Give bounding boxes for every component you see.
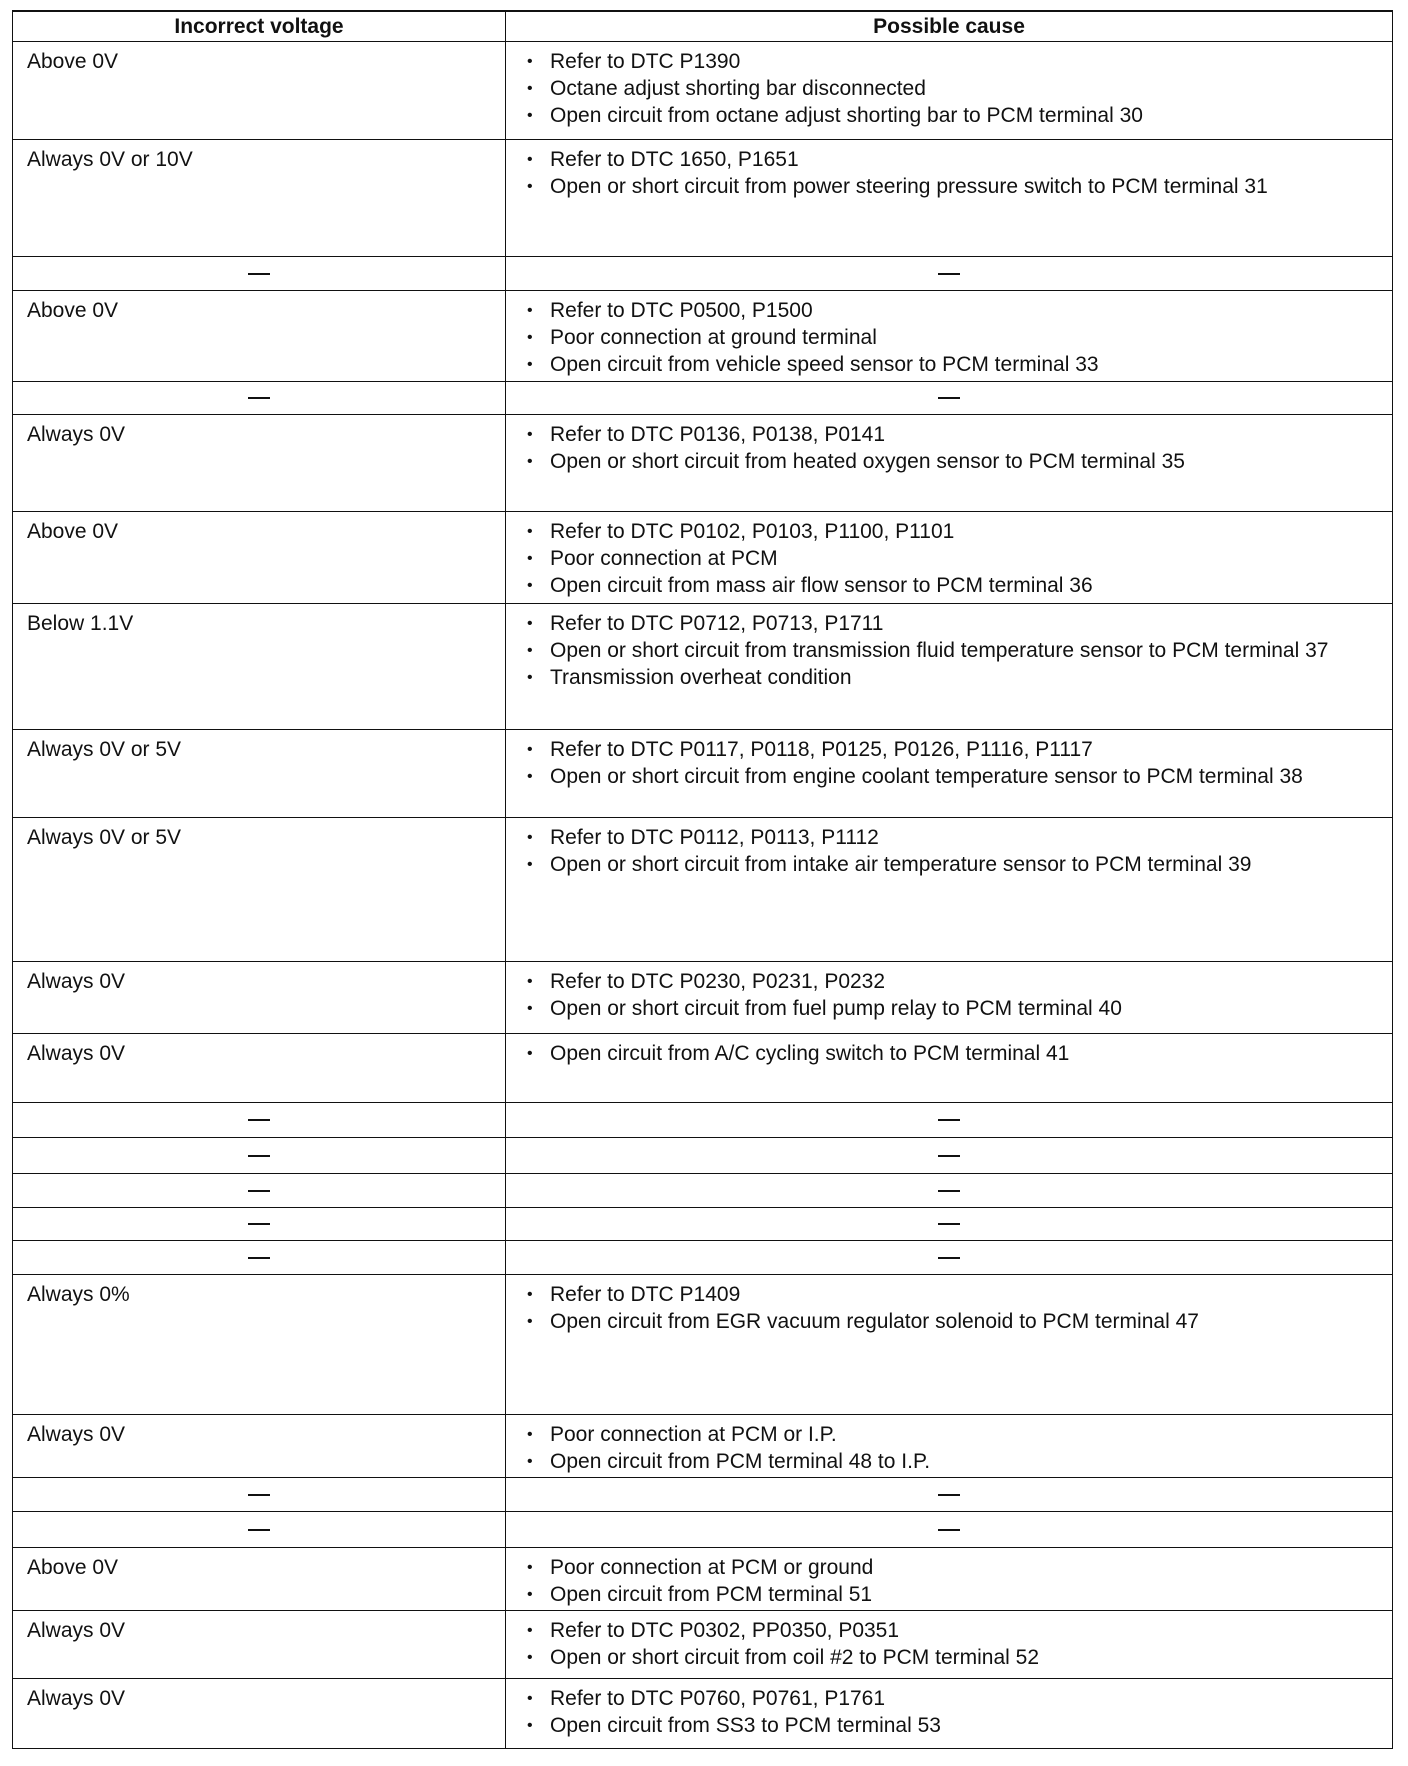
table-row xyxy=(13,603,1393,729)
cause-item: • Refer to DTC P0112, P0113, P1112 xyxy=(518,824,1388,851)
cause-list xyxy=(518,421,1388,475)
cause-item: • Poor connection at PCM or I.P. xyxy=(518,1421,1388,1448)
cause-list xyxy=(518,1421,1388,1475)
table-row xyxy=(13,1033,1393,1102)
possible-cause-cell xyxy=(506,511,1393,603)
cause-item: • Open circuit from vehicle speed sensor to PCM terminal 33 xyxy=(518,351,1388,378)
not-applicable-dash xyxy=(938,1190,960,1192)
incorrect-voltage-cell xyxy=(13,1240,506,1274)
not-applicable-dash xyxy=(938,1223,960,1225)
voltage-value: Below 1.1V xyxy=(27,611,134,635)
voltage-value: Always 0V xyxy=(27,969,126,993)
possible-cause-cell xyxy=(506,1102,1393,1137)
incorrect-voltage-cell xyxy=(13,603,506,729)
voltage-value: Above 0V xyxy=(27,298,119,322)
header-possible-cause: Possible cause xyxy=(506,11,1393,41)
cause-item: • Open or short circuit from engine coolant temperature sensor to PCM terminal 38 xyxy=(518,763,1388,790)
cause-item: • Open or short circuit from coil #2 to PCM terminal 52 xyxy=(518,1644,1388,1671)
incorrect-voltage-cell xyxy=(13,817,506,961)
not-applicable-dash xyxy=(248,1223,270,1225)
cause-item: • Open circuit from SS3 to PCM terminal 53 xyxy=(518,1712,1388,1739)
voltage-value: Always 0V or 5V xyxy=(27,825,182,849)
not-applicable-dash xyxy=(938,1529,960,1531)
possible-cause-cell xyxy=(506,1173,1393,1207)
incorrect-voltage-cell xyxy=(13,961,506,1033)
cause-item: • Open circuit from A/C cycling switch to PCM terminal 41 xyxy=(518,1040,1388,1067)
not-applicable-dash xyxy=(248,1155,270,1157)
table-row xyxy=(13,414,1393,511)
not-applicable-dash xyxy=(248,273,270,275)
cause-item: • Refer to DTC P0230, P0231, P0232 xyxy=(518,968,1388,995)
incorrect-voltage-cell xyxy=(13,1102,506,1137)
table-row xyxy=(13,961,1393,1033)
incorrect-voltage-cell xyxy=(13,1173,506,1207)
cause-list xyxy=(518,610,1388,691)
voltage-value: Always 0V xyxy=(27,1422,126,1446)
not-applicable-dash xyxy=(938,1155,960,1157)
cause-list xyxy=(518,1685,1388,1739)
table-row xyxy=(13,41,1393,139)
voltage-value: Above 0V xyxy=(27,49,119,73)
possible-cause-cell xyxy=(506,1477,1393,1511)
cause-item: • Open or short circuit from intake air temperature sensor to PCM terminal 39 xyxy=(518,851,1388,878)
cause-item: • Refer to DTC P0712, P0713, P1711 xyxy=(518,610,1388,637)
possible-cause-cell xyxy=(506,1511,1393,1547)
incorrect-voltage-cell xyxy=(13,381,506,414)
possible-cause-cell xyxy=(506,1547,1393,1610)
cause-list xyxy=(518,297,1388,378)
incorrect-voltage-cell xyxy=(13,290,506,381)
incorrect-voltage-cell xyxy=(13,1033,506,1102)
cause-item: • Open circuit from mass air flow sensor to PCM terminal 36 xyxy=(518,572,1388,599)
possible-cause-cell xyxy=(506,1414,1393,1477)
possible-cause-cell xyxy=(506,1137,1393,1173)
cause-item: • Transmission overheat condition xyxy=(518,664,1388,691)
cause-list xyxy=(518,48,1388,129)
cause-list xyxy=(518,518,1388,599)
possible-cause-cell xyxy=(506,256,1393,290)
table-row xyxy=(13,381,1393,414)
cause-item: • Refer to DTC 1650, P1651 xyxy=(518,146,1388,173)
possible-cause-cell xyxy=(506,729,1393,817)
possible-cause-cell xyxy=(506,414,1393,511)
cause-item: • Octane adjust shorting bar disconnected xyxy=(518,75,1388,102)
voltage-value: Always 0V xyxy=(27,1618,126,1642)
cause-list xyxy=(518,824,1388,878)
table-row xyxy=(13,1240,1393,1274)
cause-list xyxy=(518,968,1388,1022)
possible-cause-cell xyxy=(506,1033,1393,1102)
cause-item: • Refer to DTC P1409 xyxy=(518,1281,1388,1308)
incorrect-voltage-cell xyxy=(13,511,506,603)
voltage-value: Always 0V xyxy=(27,1686,126,1710)
incorrect-voltage-cell xyxy=(13,414,506,511)
table-row xyxy=(13,1547,1393,1610)
not-applicable-dash xyxy=(248,1190,270,1192)
table-row xyxy=(13,1274,1393,1414)
cause-item: • Poor connection at ground terminal xyxy=(518,324,1388,351)
possible-cause-cell xyxy=(506,1610,1393,1678)
incorrect-voltage-cell xyxy=(13,1678,506,1748)
cause-item: • Open circuit from EGR vacuum regulator solenoid to PCM terminal 47 xyxy=(518,1308,1388,1335)
table-row xyxy=(13,511,1393,603)
table-row xyxy=(13,1102,1393,1137)
incorrect-voltage-cell xyxy=(13,41,506,139)
voltage-value: Always 0V or 5V xyxy=(27,737,182,761)
voltage-value: Always 0V xyxy=(27,422,126,446)
cause-item: • Refer to DTC P0760, P0761, P1761 xyxy=(518,1685,1388,1712)
table-row xyxy=(13,817,1393,961)
not-applicable-dash xyxy=(248,1119,270,1121)
table-row xyxy=(13,1511,1393,1547)
cause-item: • Open or short circuit from heated oxygen sensor to PCM terminal 35 xyxy=(518,448,1388,475)
incorrect-voltage-cell xyxy=(13,1137,506,1173)
cause-item: • Refer to DTC P0117, P0118, P0125, P0126, P1116, P1117 xyxy=(518,736,1388,763)
incorrect-voltage-cell xyxy=(13,256,506,290)
table-row xyxy=(13,1414,1393,1477)
possible-cause-cell xyxy=(506,139,1393,256)
table-header-row xyxy=(13,11,1393,41)
not-applicable-dash xyxy=(938,1257,960,1259)
cause-list xyxy=(518,1281,1388,1335)
possible-cause-cell xyxy=(506,381,1393,414)
header-incorrect-voltage: Incorrect voltage xyxy=(13,11,506,41)
cause-item: • Refer to DTC P0500, P1500 xyxy=(518,297,1388,324)
incorrect-voltage-cell xyxy=(13,1477,506,1511)
possible-cause-cell xyxy=(506,41,1393,139)
cause-item: • Open circuit from octane adjust shorting bar to PCM terminal 30 xyxy=(518,102,1388,129)
not-applicable-dash xyxy=(248,397,270,399)
incorrect-voltage-cell xyxy=(13,1207,506,1240)
not-applicable-dash xyxy=(938,1494,960,1496)
not-applicable-dash xyxy=(248,1257,270,1259)
table-row xyxy=(13,1678,1393,1748)
cause-list xyxy=(518,1554,1388,1608)
table-row xyxy=(13,1173,1393,1207)
table-row xyxy=(13,1610,1393,1678)
voltage-value: Above 0V xyxy=(27,1555,119,1579)
not-applicable-dash xyxy=(938,397,960,399)
incorrect-voltage-cell xyxy=(13,1414,506,1477)
table-row xyxy=(13,1477,1393,1511)
table-row xyxy=(13,139,1393,256)
possible-cause-cell xyxy=(506,1678,1393,1748)
cause-item: • Open or short circuit from power steering pressure switch to PCM terminal 31 xyxy=(518,173,1388,200)
incorrect-voltage-cell xyxy=(13,1511,506,1547)
not-applicable-dash xyxy=(938,273,960,275)
table-row xyxy=(13,290,1393,381)
table-row xyxy=(13,729,1393,817)
incorrect-voltage-cell xyxy=(13,729,506,817)
incorrect-voltage-cell xyxy=(13,1610,506,1678)
table-row xyxy=(13,1207,1393,1240)
voltage-value: Above 0V xyxy=(27,519,119,543)
incorrect-voltage-cell xyxy=(13,1274,506,1414)
cause-item: • Refer to DTC P0136, P0138, P0141 xyxy=(518,421,1388,448)
possible-cause-cell xyxy=(506,961,1393,1033)
cause-list xyxy=(518,1617,1388,1671)
possible-cause-cell xyxy=(506,1240,1393,1274)
voltage-value: Always 0V xyxy=(27,1041,126,1065)
table-row xyxy=(13,1137,1393,1173)
not-applicable-dash xyxy=(938,1119,960,1121)
cause-list xyxy=(518,1040,1388,1067)
cause-item: • Poor connection at PCM or ground xyxy=(518,1554,1388,1581)
possible-cause-cell xyxy=(506,1274,1393,1414)
voltage-cause-table xyxy=(12,10,1393,1749)
cause-item: • Poor connection at PCM xyxy=(518,545,1388,572)
cause-item: • Open or short circuit from transmission fluid temperature sensor to PCM terminal 37 xyxy=(518,637,1388,664)
cause-item: • Open circuit from PCM terminal 48 to I.P. xyxy=(518,1448,1388,1475)
possible-cause-cell xyxy=(506,603,1393,729)
not-applicable-dash xyxy=(248,1494,270,1496)
possible-cause-cell xyxy=(506,290,1393,381)
table-row xyxy=(13,256,1393,290)
cause-item: • Refer to DTC P0102, P0103, P1100, P1101 xyxy=(518,518,1388,545)
incorrect-voltage-cell xyxy=(13,139,506,256)
voltage-value: Always 0V or 10V xyxy=(27,147,193,171)
not-applicable-dash xyxy=(248,1529,270,1531)
possible-cause-cell xyxy=(506,1207,1393,1240)
cause-list xyxy=(518,736,1388,790)
cause-item: • Refer to DTC P1390 xyxy=(518,48,1388,75)
cause-list xyxy=(518,146,1388,200)
cause-item: • Refer to DTC P0302, PP0350, P0351 xyxy=(518,1617,1388,1644)
possible-cause-cell xyxy=(506,817,1393,961)
incorrect-voltage-cell xyxy=(13,1547,506,1610)
cause-item: • Open circuit from PCM terminal 51 xyxy=(518,1581,1388,1608)
voltage-value: Always 0% xyxy=(27,1282,130,1306)
cause-item: • Open or short circuit from fuel pump relay to PCM terminal 40 xyxy=(518,995,1388,1022)
